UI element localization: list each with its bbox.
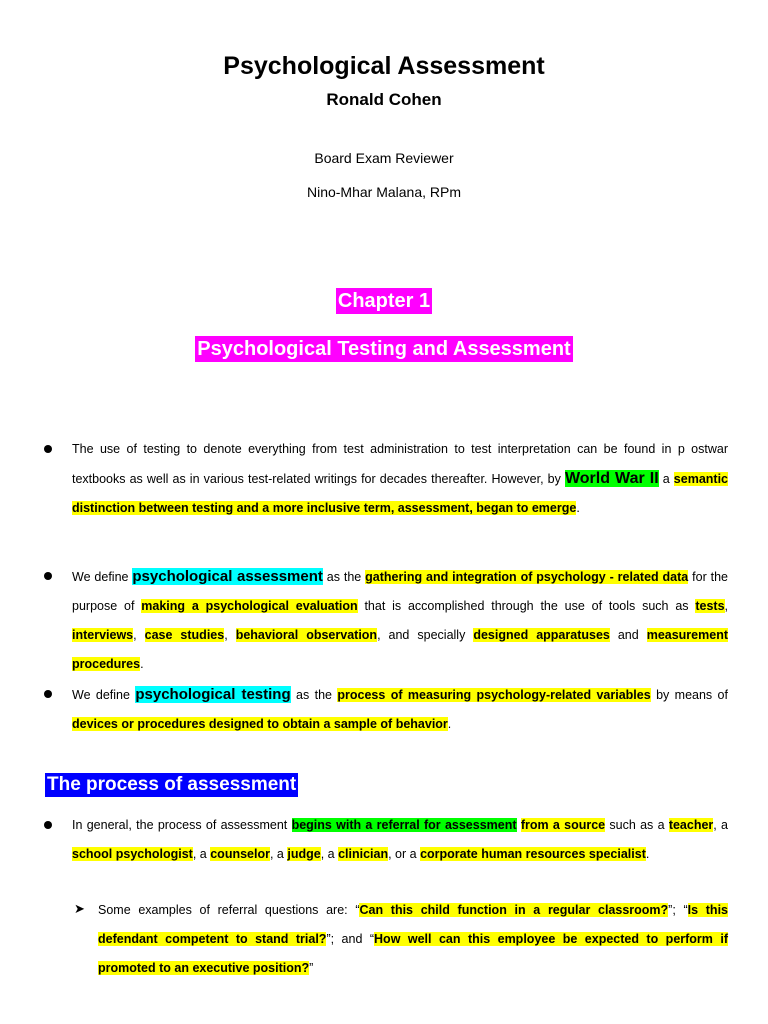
bullet-paragraph-1: The use of testing to denote everything from test administration to test interpretation can be found in p ostwar textbooks as well as in various test-related writings for decades thereafter. However, by World War II a semantic distinction between testing and a more inclusive term, assessment, began to emerge. — [72, 442, 728, 515]
chapter-label: Chapter 1 — [337, 290, 431, 312]
section-heading: The process of assessment — [47, 774, 297, 795]
bullet-paragraph-2: We define psychological assessment as the gathering and integration of psychology - related data for the purpose of making a psychological evaluation that is accomplished through the use of tools such as tests, interviews, case studies, behavioral observation, and specially designed apparatuses and measurement procedures. — [72, 568, 729, 671]
document-reviewer-name: Nino-Mhar Malana, RPm — [306, 184, 462, 200]
bullet-icon — [44, 821, 52, 829]
document-title: Psychological Assessment — [223, 52, 545, 80]
section-paragraph: In general, the process of assessment begins with a referral for assessment from a source such as a teacher, a school psychologist, a counselor, a judge, a clinician, or a corporate human resources specialist. — [72, 818, 729, 861]
document-author: Ronald Cohen — [326, 90, 442, 109]
bullet-icon — [44, 445, 52, 453]
referral-examples-paragraph: Some examples of referral questions are: “Can this child function in a regular classroom?”; “Is this defendant competent to stand trial?”; and “How well can this employee be expected to perform if promoted to an executive position?” — [98, 903, 729, 975]
bullet-paragraph-3: We define psychological testing as the process of measuring psychology-related variables by means of devices or procedures designed to obtain a sample of behavior. — [72, 686, 728, 731]
arrow-bullet-icon: ➤ — [74, 901, 85, 916]
chapter-title: Psychological Testing and Assessment — [197, 338, 571, 360]
bullet-icon — [44, 572, 52, 580]
bullet-icon — [44, 690, 52, 698]
document-subtitle: Board Exam Reviewer — [314, 150, 454, 166]
